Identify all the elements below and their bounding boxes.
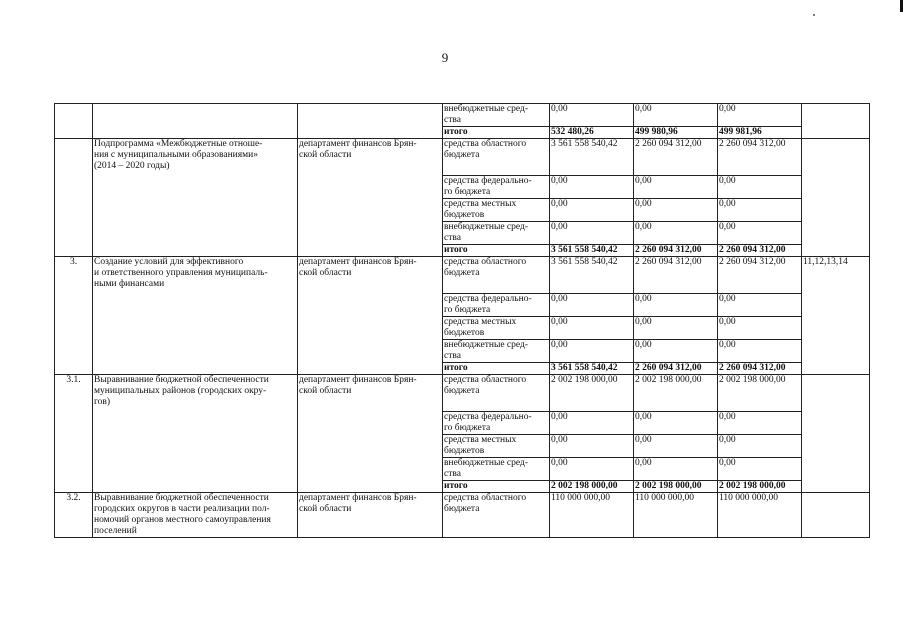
table-cell: 0,00 [634, 176, 718, 199]
table-cell: 0,00 [550, 317, 634, 340]
table-cell: 0,00 [718, 294, 802, 317]
table-cell: 2 260 094 312,00 [718, 257, 802, 294]
table-cell: 0,00 [718, 458, 802, 481]
table-row [55, 493, 870, 538]
table-cell: 11,12,13,14 [802, 257, 870, 375]
table-cell: 3.1. [55, 375, 93, 493]
table-cell: итого [443, 245, 550, 257]
table-cell: 2 260 094 312,00 [634, 245, 718, 257]
table-cell: 0,00 [634, 435, 718, 458]
table-cell: 2 260 094 312,00 [718, 363, 802, 375]
table-cell: Подпрограмма «Межбюджетные отноше- ния с муниципальными образованиями» (2014 – 2020 годы) [93, 139, 298, 257]
table-cell: 0,00 [718, 317, 802, 340]
table-cell: внебюджетные сред- ства [443, 340, 550, 363]
table-cell: 0,00 [634, 412, 718, 435]
table-cell: 0,00 [718, 222, 802, 245]
table-cell: 2 002 198 000,00 [634, 375, 718, 412]
table-cell [93, 104, 298, 139]
table-cell: департамент финансов Брян- ской области [298, 257, 443, 375]
table-cell: 2 002 198 000,00 [718, 375, 802, 412]
table-cell: 110 000 000,00 [634, 493, 718, 538]
table-cell: 0,00 [550, 340, 634, 363]
table-cell: 0,00 [634, 222, 718, 245]
table-cell: департамент финансов Брян- ской области [298, 493, 443, 538]
table-cell: 0,00 [718, 412, 802, 435]
table-cell: 2 002 198 000,00 [634, 481, 718, 493]
page-number: 9 [441, 50, 449, 65]
table-cell [298, 104, 443, 139]
table-cell: 0,00 [718, 435, 802, 458]
table-cell: внебюджетные сред- ства [443, 458, 550, 481]
table-cell: 3. [55, 257, 93, 375]
table-cell: 2 002 198 000,00 [550, 481, 634, 493]
table-cell: 0,00 [718, 199, 802, 222]
scan-dot [813, 14, 815, 16]
table-cell [55, 139, 93, 257]
table-cell: 2 260 094 312,00 [634, 257, 718, 294]
table-cell: 2 260 094 312,00 [718, 245, 802, 257]
table-cell [802, 104, 870, 139]
table-cell: 2 002 198 000,00 [718, 481, 802, 493]
table-cell: 2 260 094 312,00 [634, 139, 718, 176]
table-cell: 0,00 [550, 435, 634, 458]
table-cell: 0,00 [550, 176, 634, 199]
table-cell: 0,00 [550, 294, 634, 317]
table-cell: 0,00 [634, 104, 718, 127]
scan-mark [900, 0, 903, 12]
table-cell: Создание условий для эффективного и ответственного управления муниципаль- ными финансами [93, 257, 298, 375]
table-cell: 110 000 000,00 [550, 493, 634, 538]
table-cell: 0,00 [718, 340, 802, 363]
table-cell: 2 260 094 312,00 [634, 363, 718, 375]
table-cell: 0,00 [634, 199, 718, 222]
table-cell: внебюджетные сред- ства [443, 104, 550, 127]
table-cell: 0,00 [634, 294, 718, 317]
table-cell: 499 980,96 [634, 127, 718, 139]
table-cell [55, 104, 93, 139]
table-cell: средства областного бюджета [443, 139, 550, 176]
table-cell: 0,00 [550, 199, 634, 222]
table-cell: департамент финансов Брян- ской области [298, 139, 443, 257]
table-cell [802, 139, 870, 257]
table-cell: итого [443, 363, 550, 375]
table-cell: 3 561 558 540,42 [550, 139, 634, 176]
table-row [55, 139, 870, 176]
table-cell: внебюджетные сред- ства [443, 222, 550, 245]
table-row [55, 104, 870, 127]
table-cell: 0,00 [634, 317, 718, 340]
table-cell: средства местных бюджетов [443, 317, 550, 340]
table-cell: средства областного бюджета [443, 493, 550, 538]
table-cell: 0,00 [550, 222, 634, 245]
table-cell: 3 561 558 540,42 [550, 257, 634, 294]
budget-table [54, 103, 870, 538]
table-cell: средства федерально- го бюджета [443, 294, 550, 317]
table-cell: 0,00 [550, 458, 634, 481]
table-cell: средства федерально- го бюджета [443, 176, 550, 199]
table-cell: департамент финансов Брян- ской области [298, 375, 443, 493]
table-cell: 3 561 558 540,42 [550, 363, 634, 375]
table-cell [802, 493, 870, 538]
table-cell: средства областного бюджета [443, 375, 550, 412]
table-cell: 499 981,96 [718, 127, 802, 139]
table-cell: итого [443, 481, 550, 493]
table-cell: средства местных бюджетов [443, 435, 550, 458]
table-cell: 0,00 [634, 458, 718, 481]
table-cell: 2 002 198 000,00 [550, 375, 634, 412]
table-cell: 3 561 558 540,42 [550, 245, 634, 257]
table-row [55, 375, 870, 412]
table-cell: 532 480,26 [550, 127, 634, 139]
table-cell: 0,00 [718, 104, 802, 127]
table-cell: 0,00 [550, 104, 634, 127]
table-cell: 0,00 [718, 176, 802, 199]
table-cell: 110 000 000,00 [718, 493, 802, 538]
table-cell [802, 375, 870, 493]
table-cell: 3.2. [55, 493, 93, 538]
table-cell: итого [443, 127, 550, 139]
table-cell: средства местных бюджетов [443, 199, 550, 222]
table-cell: Выравнивание бюджетной обеспеченности муниципальных районов (городских окру- гов) [93, 375, 298, 493]
table-cell: средства областного бюджета [443, 257, 550, 294]
table-cell: 2 260 094 312,00 [718, 139, 802, 176]
table-cell: Выравнивание бюджетной обеспеченности городских округов в части реализации пол- номочий органов местного самоуправления поселений [93, 493, 298, 538]
table-cell: 0,00 [550, 412, 634, 435]
table-cell: средства федерально- го бюджета [443, 412, 550, 435]
table-cell: 0,00 [634, 340, 718, 363]
table-row [55, 257, 870, 294]
